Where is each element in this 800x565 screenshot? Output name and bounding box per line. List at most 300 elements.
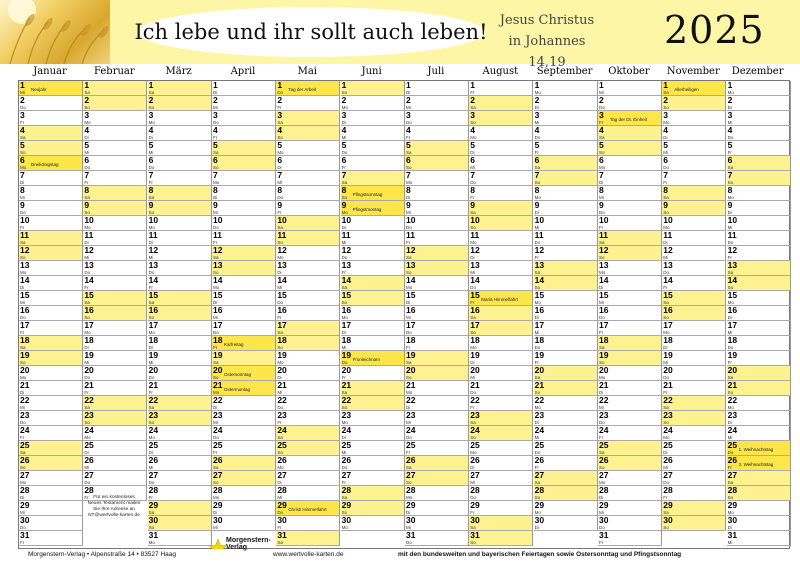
day-number: 25 <box>148 441 159 450</box>
weekday-label: Di <box>534 315 539 320</box>
day-cell <box>19 516 83 531</box>
weekday-label: Fr <box>598 330 604 335</box>
weekday-label: Di <box>663 135 668 140</box>
day-number: 22 <box>20 396 30 405</box>
weekday-label: Fr <box>20 435 25 440</box>
day-cell <box>662 96 726 111</box>
day-cell <box>405 216 469 231</box>
day-cell <box>148 306 212 321</box>
day-cell <box>276 111 340 126</box>
day-number: 1 <box>663 81 669 90</box>
weekday-label: Sa <box>470 315 476 320</box>
weekday-label: Sa <box>405 150 412 155</box>
day-number: 26 <box>727 456 738 465</box>
weekday-label: Mo <box>534 405 541 410</box>
day-cell <box>534 306 598 321</box>
weekday-label: Fr <box>212 135 218 140</box>
day-cell <box>469 186 533 201</box>
weekday-label: Mi <box>534 120 540 125</box>
day-cell <box>405 291 469 306</box>
weekday-label: Sa <box>341 285 348 290</box>
weekday-label: Di <box>277 270 282 275</box>
weekday-label: Do <box>20 525 26 530</box>
day-number: 3 <box>534 111 540 120</box>
weekday-label: So <box>148 210 155 215</box>
day-number: 4 <box>212 126 218 135</box>
weekday-label: Do <box>663 375 670 380</box>
weekday-label: So <box>534 180 541 185</box>
year-title: 2025 <box>664 8 765 52</box>
weekday-label: Sa <box>470 210 476 215</box>
weekday-label: Mo <box>341 525 348 530</box>
day-number: 16 <box>20 306 30 315</box>
day-number: 5 <box>663 141 669 150</box>
day-number: 13 <box>20 261 30 270</box>
day-cell <box>534 381 598 396</box>
day-cell <box>212 216 276 231</box>
day-number: 28 <box>341 486 352 495</box>
day-cell <box>276 246 340 261</box>
day-number: 5 <box>405 141 411 150</box>
day-number: 30 <box>727 516 738 525</box>
weekday-label: Mo <box>405 285 413 290</box>
day-cell <box>534 261 598 276</box>
day-number: 5 <box>277 141 283 150</box>
weekday-label: Mo <box>341 105 348 110</box>
day-cell <box>469 276 533 291</box>
day-number: 17 <box>405 321 416 330</box>
day-cell <box>148 111 212 126</box>
day-cell <box>662 441 726 456</box>
weekday-label: Fr <box>470 90 475 95</box>
day-number: 23 <box>20 411 30 420</box>
day-number: 7 <box>598 171 604 180</box>
day-number: 10 <box>405 216 416 225</box>
weekday-label: So <box>663 210 669 215</box>
weekday-label: So <box>20 465 26 470</box>
day-number: 30 <box>534 516 545 525</box>
weekday-label: Do <box>148 375 155 380</box>
day-cell <box>469 441 533 456</box>
weekday-label: Mi <box>534 435 540 440</box>
day-cell <box>469 156 533 171</box>
weekday-label: So <box>277 240 283 245</box>
day-number: 27 <box>405 471 416 480</box>
weekday-label: Mi <box>663 255 669 260</box>
day-number: 17 <box>534 321 545 330</box>
day-cell <box>19 276 83 291</box>
day-number: 20 <box>405 366 416 375</box>
day-cell <box>405 201 469 216</box>
day-number: 31 <box>148 531 159 540</box>
day-number: 12 <box>212 246 223 255</box>
day-number: 31 <box>470 531 480 540</box>
day-cell <box>405 456 469 471</box>
day-cell <box>341 231 405 246</box>
weekday-label: Fr <box>148 180 153 185</box>
day-number: 4 <box>727 126 733 135</box>
weekday-label: Fr <box>341 165 346 170</box>
weekday-label: Fr <box>20 540 25 545</box>
website-link[interactable]: www.wertvolle-karten.de <box>273 551 344 558</box>
day-number: 5 <box>341 141 347 150</box>
day-number: 11 <box>148 231 158 240</box>
day-cell <box>19 186 83 201</box>
weekday-label: Fr <box>534 360 539 365</box>
day-number: 8 <box>20 186 25 195</box>
day-number: 14 <box>20 276 30 285</box>
day-number: 20 <box>663 366 673 375</box>
day-number: 23 <box>84 411 94 420</box>
weekday-label: Mi <box>405 210 411 215</box>
weekday-label: So <box>341 195 348 200</box>
day-number: 28 <box>470 486 480 495</box>
day-number: 24 <box>598 426 609 435</box>
day-cell <box>148 246 212 261</box>
day-cell <box>662 231 726 246</box>
day-number: 23 <box>598 411 609 420</box>
day-cell <box>727 516 791 531</box>
day-cell <box>341 306 405 321</box>
month-name: Juli <box>427 66 445 77</box>
day-number: 2 <box>148 96 154 105</box>
day-cell <box>19 126 83 141</box>
weekday-label: Di <box>341 330 346 335</box>
day-number: 23 <box>148 411 159 420</box>
weekday-label: Di <box>727 210 732 215</box>
weekday-label: Mi <box>598 405 604 410</box>
weekday-label: Mi <box>341 240 347 245</box>
weekday-label: Di <box>277 480 282 485</box>
day-cell <box>19 411 83 426</box>
wheat-field-image <box>0 0 110 64</box>
day-cell <box>727 426 791 441</box>
weekday-label: Mo <box>277 255 284 260</box>
day-number: 4 <box>277 126 283 135</box>
day-cell <box>148 531 212 546</box>
weekday-label: Mi <box>212 315 218 320</box>
day-cell <box>83 246 147 261</box>
day-cell <box>727 261 791 276</box>
day-number: 3 <box>148 111 154 120</box>
day-cell <box>662 111 726 126</box>
weekday-label: Mi <box>663 150 669 155</box>
weekday-label: Fr <box>148 495 153 500</box>
weekday-label: Mo <box>148 225 155 230</box>
day-cell <box>341 471 405 486</box>
day-number: 12 <box>148 246 159 255</box>
weekday-label: So <box>727 285 734 290</box>
weekday-label: Fr <box>470 405 475 410</box>
day-number: 2 <box>212 96 218 105</box>
day-cell <box>405 516 469 531</box>
day-cell <box>212 411 276 426</box>
weekday-label: Di <box>534 525 539 530</box>
day-number: 8 <box>727 186 733 195</box>
day-cell <box>727 156 791 171</box>
month-name: November <box>666 66 720 77</box>
weekday-label: Sa <box>20 240 26 245</box>
day-number: 21 <box>470 381 480 390</box>
day-number: 21 <box>148 381 159 390</box>
day-cell <box>727 441 791 456</box>
day-cell <box>727 351 791 366</box>
day-cell <box>405 96 469 111</box>
day-cell <box>469 531 533 546</box>
weekday-label: Di <box>405 300 411 305</box>
weekday-label: Sa <box>84 90 90 95</box>
weekday-label: Sa <box>341 180 348 185</box>
day-number: 17 <box>470 321 480 330</box>
day-cell <box>534 426 598 441</box>
day-number: 16 <box>405 306 416 315</box>
weekday-label: Mi <box>84 360 90 365</box>
weekday-label: Fr <box>20 225 25 230</box>
day-cell <box>598 516 662 531</box>
day-number: 30 <box>148 516 159 525</box>
weekday-label: Fr <box>148 390 153 395</box>
day-cell <box>83 96 147 111</box>
day-cell <box>19 426 83 441</box>
day-cell <box>662 246 726 261</box>
day-cell <box>276 261 340 276</box>
weekday-label: Mo <box>727 510 734 515</box>
weekday-label: Mo <box>84 435 91 440</box>
day-cell <box>662 411 726 426</box>
day-number: 21 <box>663 381 673 390</box>
weekday-label: Mi <box>212 210 218 215</box>
day-cell <box>598 381 662 396</box>
day-number: 2 <box>20 96 25 105</box>
day-cell <box>662 321 726 336</box>
weekday-label: So <box>84 105 90 110</box>
weekday-label: Fr <box>20 330 25 335</box>
weekday-label: Mi <box>534 330 540 335</box>
day-number: 14 <box>727 276 738 285</box>
day-number: 6 <box>663 156 669 165</box>
day-cell <box>727 231 791 246</box>
promo-line: Für ein kostenloses <box>93 495 135 500</box>
day-cell <box>405 81 469 96</box>
day-cell <box>727 216 791 231</box>
day-cell <box>148 126 212 141</box>
day-cell <box>534 471 598 486</box>
day-cell <box>212 516 276 531</box>
weekday-label: Mo <box>534 195 541 200</box>
day-number: 22 <box>277 396 287 405</box>
weekday-label: Di <box>212 90 218 95</box>
day-cell <box>598 171 662 186</box>
day-number: 3 <box>405 111 411 120</box>
weekday-label: Mi <box>84 465 90 470</box>
verse-ref: in Johannes 14,19 <box>508 34 586 70</box>
day-number: 22 <box>405 396 416 405</box>
weekday-label: Fr <box>277 525 282 530</box>
weekday-label: Mo <box>148 330 155 335</box>
weekday-label: Di <box>20 180 25 185</box>
holiday-label: 2. Weihnachtstag <box>738 462 774 467</box>
day-number: 13 <box>727 261 738 270</box>
day-cell <box>341 381 405 396</box>
day-number: 25 <box>212 441 223 450</box>
day-number: 29 <box>212 501 223 510</box>
day-number: 31 <box>598 531 609 540</box>
day-number: 11 <box>84 231 94 240</box>
weekday-label: Do <box>20 210 26 215</box>
weekday-label: Mo <box>663 330 670 335</box>
day-number: 14 <box>84 276 94 285</box>
day-cell <box>405 336 469 351</box>
day-number: 29 <box>534 501 545 510</box>
weekday-label: Sa <box>405 360 412 365</box>
day-cell <box>83 276 147 291</box>
day-number: 6 <box>341 156 347 165</box>
day-cell <box>212 426 276 441</box>
day-number: 4 <box>534 126 540 135</box>
weekday-label: Do <box>663 480 670 485</box>
day-number: 17 <box>277 321 287 330</box>
day-cell <box>212 81 276 96</box>
day-cell <box>534 276 598 291</box>
day-number: 24 <box>20 426 30 435</box>
day-number: 30 <box>277 516 287 525</box>
weekday-label: So <box>277 345 283 350</box>
weekday-label: Do <box>470 390 477 395</box>
day-number: 25 <box>341 441 352 450</box>
day-cell <box>148 96 212 111</box>
promo-email: NT@wertvolle-karten.de <box>88 513 140 518</box>
holiday-label: Mariä Himmelfahrt <box>481 297 519 302</box>
day-number: 7 <box>534 171 540 180</box>
day-number: 19 <box>20 351 30 360</box>
day-number: 7 <box>84 171 90 180</box>
day-number: 16 <box>727 306 738 315</box>
day-cell <box>212 501 276 516</box>
day-number: 1 <box>20 81 25 90</box>
day-number: 10 <box>534 216 545 225</box>
day-number: 20 <box>598 366 609 375</box>
day-cell <box>534 201 598 216</box>
day-number: 4 <box>470 126 476 135</box>
weekday-label: Do <box>405 435 412 440</box>
verse-reference <box>496 10 598 73</box>
day-cell <box>19 306 83 321</box>
day-number: 1 <box>212 81 218 90</box>
weekday-label: Mo <box>20 165 27 170</box>
day-cell <box>83 351 147 366</box>
day-cell <box>341 366 405 381</box>
weekday-label: Mi <box>598 195 604 200</box>
day-number: 11 <box>598 231 608 240</box>
day-cell <box>341 111 405 126</box>
weekday-label: Mi <box>405 420 411 425</box>
weekday-label: Di <box>148 135 153 140</box>
day-cell <box>534 321 598 336</box>
weekday-label: So <box>405 165 412 170</box>
weekday-label: Do <box>84 480 91 485</box>
day-cell <box>662 486 726 501</box>
holiday-note: mit den bundesweiten und bayerischen Feiertagen sowie Ostersonntag und Pfingstsonntag <box>398 551 682 558</box>
month-name: September <box>536 66 593 77</box>
day-number: 26 <box>405 456 416 465</box>
month-name: März <box>165 66 192 77</box>
day-number: 29 <box>20 501 30 510</box>
weekday-label: So <box>405 270 412 275</box>
weekday-label: Do <box>405 120 412 125</box>
day-number: 20 <box>84 366 94 375</box>
day-number: 1 <box>534 81 540 90</box>
weekday-label: Di <box>598 180 604 185</box>
day-cell <box>405 426 469 441</box>
day-number: 19 <box>341 351 352 360</box>
day-cell <box>83 381 147 396</box>
header-banner <box>0 0 800 70</box>
weekday-label: Sa <box>212 360 219 365</box>
day-cell <box>534 246 598 261</box>
day-cell <box>534 441 598 456</box>
day-number: 8 <box>534 186 540 195</box>
weekday-label: Sa <box>405 465 412 470</box>
day-number: 25 <box>727 441 738 450</box>
weekday-label: Fr <box>84 495 89 500</box>
day-number: 17 <box>84 321 94 330</box>
weekday-label: Sa <box>84 405 90 410</box>
day-number: 12 <box>598 246 609 255</box>
day-cell <box>662 426 726 441</box>
day-cell <box>83 216 147 231</box>
day-cell <box>598 306 662 321</box>
day-cell <box>534 231 598 246</box>
day-cell <box>83 111 147 126</box>
weekday-label: Sa <box>148 300 155 305</box>
day-number: 2 <box>277 96 283 105</box>
day-number: 17 <box>341 321 352 330</box>
day-number: 28 <box>534 486 545 495</box>
day-number: 20 <box>277 366 287 375</box>
day-cell <box>341 141 405 156</box>
day-cell <box>727 186 791 201</box>
holiday-label: Pfingstsonntag <box>352 192 383 197</box>
day-cell <box>469 246 533 261</box>
weekday-label: So <box>148 420 155 425</box>
day-number: 16 <box>470 306 480 315</box>
day-number: 3 <box>727 111 733 120</box>
weekday-label: Fr <box>534 465 539 470</box>
weekday-label: Mo <box>534 90 541 95</box>
day-cell <box>534 126 598 141</box>
day-number: 10 <box>470 216 480 225</box>
day-cell <box>341 426 405 441</box>
day-number: 17 <box>727 321 738 330</box>
weekday-label: Mo <box>212 495 220 500</box>
day-cell <box>19 96 83 111</box>
weekday-label: Sa <box>277 435 283 440</box>
day-number: 5 <box>598 141 604 150</box>
day-number: 19 <box>598 351 609 360</box>
day-number: 14 <box>341 276 352 285</box>
weekday-label: Fr <box>405 240 411 245</box>
day-number: 12 <box>727 246 738 255</box>
day-cell <box>469 366 533 381</box>
day-cell <box>19 336 83 351</box>
day-cell <box>276 306 340 321</box>
day-cell <box>469 81 533 96</box>
weekday-label: Do <box>598 420 605 425</box>
day-cell <box>19 231 83 246</box>
day-cell <box>534 156 598 171</box>
day-cell <box>469 291 533 306</box>
weekday-label: Di <box>84 240 89 245</box>
